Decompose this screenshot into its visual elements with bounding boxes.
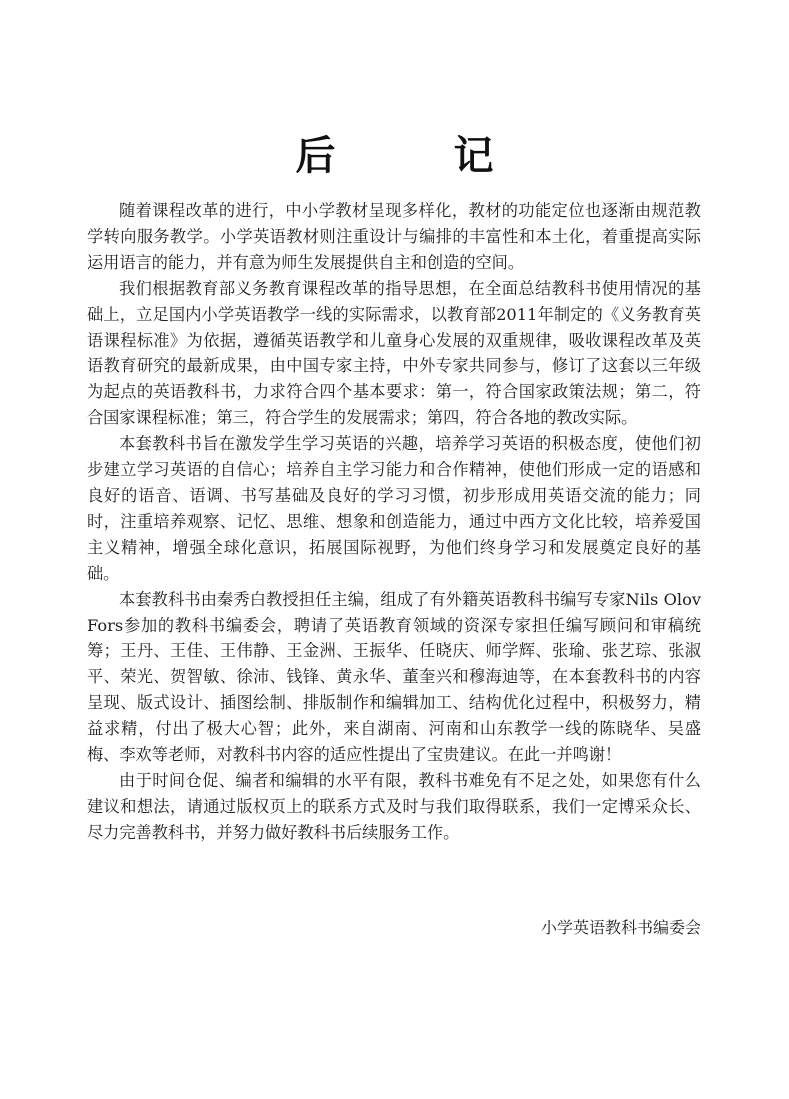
paragraph-3: 本套教科书旨在激发学生学习英语的兴趣，培养学习英语的积极态度，使他们初步建立学习英语的自信心；培养自主学习能力和合作精神，使他们形成一定的语感和良好的语音、语调、书写基础及良好的学习习惯，初步形成用英语交流的能力；同时，注重培养观察、记忆、思维、想象和创造能力，通过中西方文化比较，培养爱国主义精神，增强全球化意识，拓展国际视野，为他们终身学习和发展奠定良好的基础。	[87, 434, 701, 583]
page-title: 后 记	[295, 133, 546, 179]
paragraph-2: 我们根据教育部义务教育课程改革的指导思想，在全面总结教科书使用情况的基础上，立足国内小学英语教学一线的实际需求，以教育部2011年制定的《义务教育英语课程标准》为依据，遵循英语教学和儿童身心发展的双重规律，吸收课程改革及英语教育研究的最新成果，由中国专家主持，中外专家共同参与，修订了这套以三年级为起点的英语教科书，力求符合四个基本要求：第一，符合国家政策法规；第二，符合国家课程标准；第三，符合学生的发展需求；第四，符合各地的教改实际。	[87, 278, 701, 428]
afterword-body	[87, 198, 701, 846]
paragraph-4: 本套教科书由秦秀白教授担任主编，组成了有外籍英语教科书编写专家Nils Olov Fors参加的教科书编委会，聘请了英语教育领域的资深专家担任编写顾问和审稿统筹；王丹、王佳、王伟静、王金洲、王振华、任晓庆、师学辉、张瑜、张艺琮、张淑平、荣光、贺智敏、徐沛、钱锋、黄永华、董奎兴和穆海迪等，在本套教科书的内容呈现、版式设计、插图绘制、排版制作和编辑加工、结构优化过程中，积极努力，精益求精，付出了极大心智；此外，来自湖南、河南和山东教学一线的陈晓华、吴盛梅、李欢等老师，对教科书内容的适应性提出了宝贵建议。在此一并鸣谢！	[87, 589, 701, 765]
signature: 小学英语教科书编委会	[540, 918, 701, 937]
paragraph-1: 随着课程改革的进行，中小学教材呈现多样化，教材的功能定位也逐渐由规范教学转向服务教学。小学英语教材则注重设计与编排的丰富性和本土化，着重提高实际运用语言的能力，并有意为师生发展提供自主和创造的空间。	[87, 201, 701, 272]
paragraph-5: 由于时间仓促、编者和编辑的水平有限，教科书难免有不足之处，如果您有什么建议和想法，请通过版权页上的联系方式及时与我们取得联系，我们一定博采众长、尽力完善教科书，并努力做好教科书后续服务工作。	[87, 770, 701, 842]
